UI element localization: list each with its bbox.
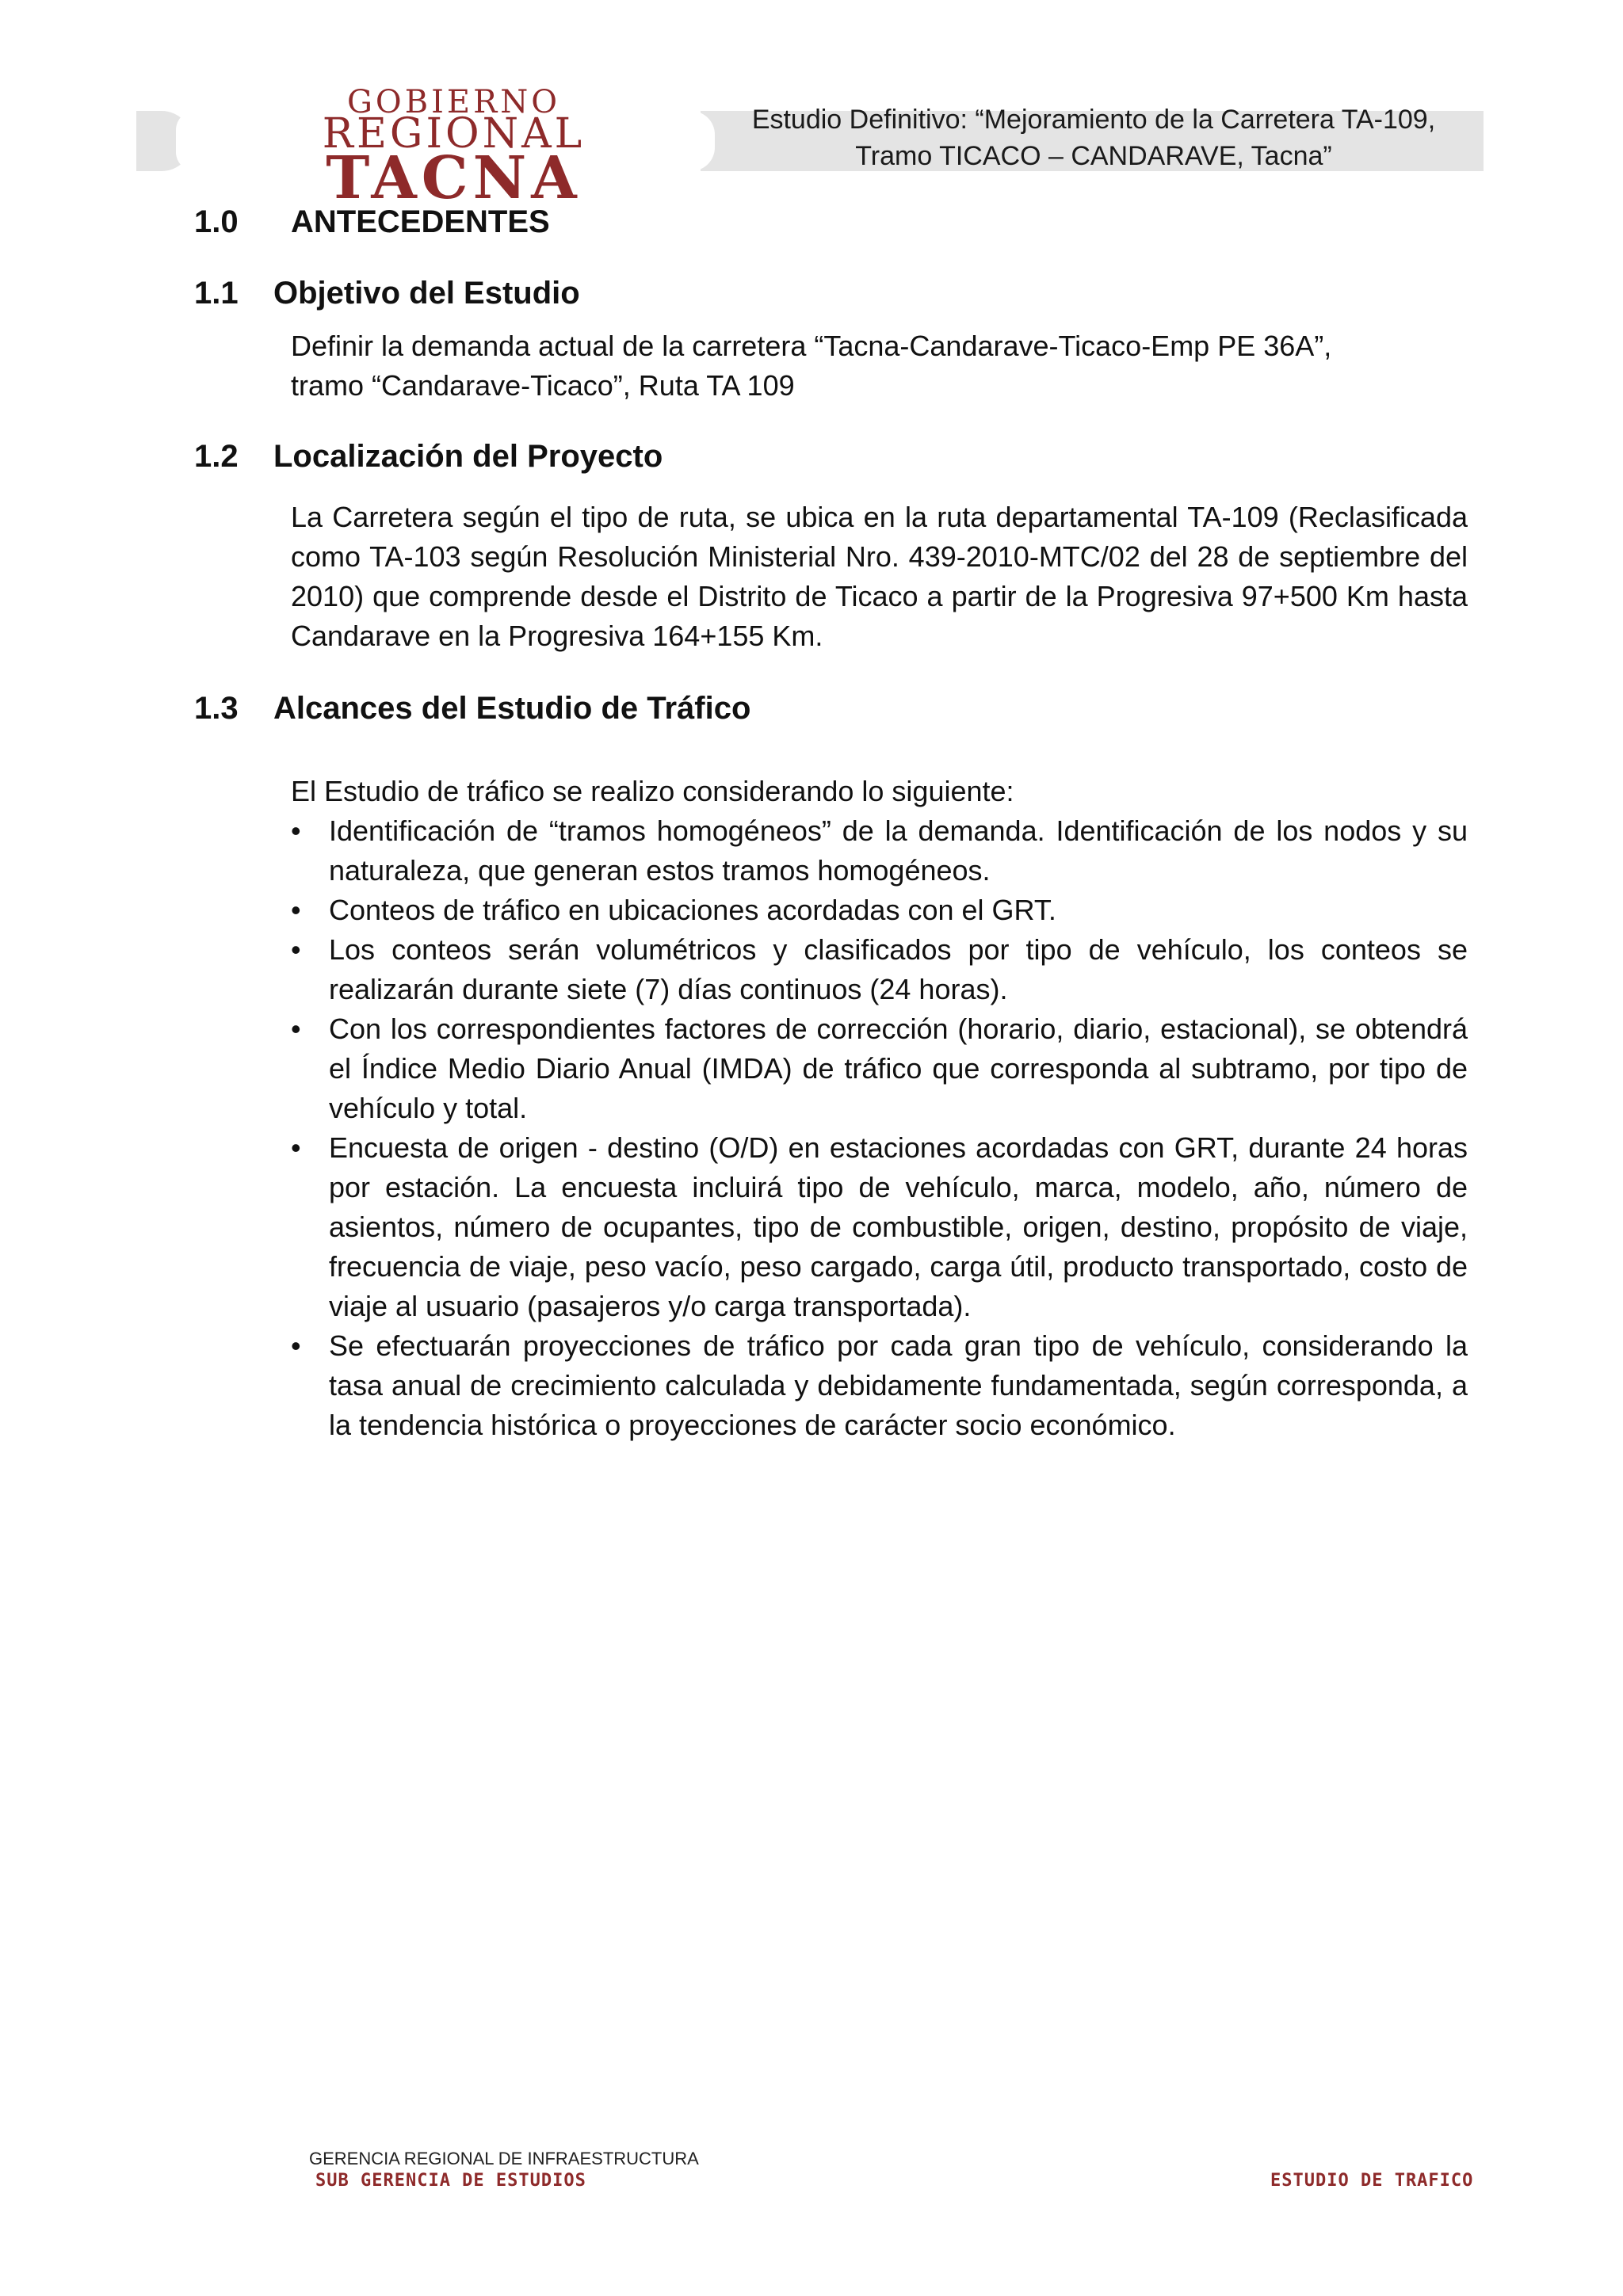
body-line: Definir la demanda actual de la carretera “Tacna-Candarave-Ticaco-Emp PE 36A”, xyxy=(291,330,1332,362)
section-number: 1.2 xyxy=(194,439,239,474)
section-title: Localización del Proyecto xyxy=(273,439,663,474)
list-item-text: Conteos de tráfico en ubicaciones acordadas con el GRT. xyxy=(329,894,1056,926)
section-heading-1-1 xyxy=(194,276,580,311)
list-item-text: Encuesta de origen - destino (O/D) en estaciones acordadas con GRT, durante 24 horas por estación. La encuesta incluirá tipo de vehículo, marca, modelo, año, número de asientos, número de ocupantes, tipo de combustible, origen, destino, propósito de viaje, frecuencia de viaje, peso vacío, peso cargado, carga útil, producto transportado, costo de viaje al usuario (pasajeros y/o carga transportada). xyxy=(329,1131,1468,1322)
logo-line-1: GOBIERNO xyxy=(346,84,561,120)
section-1-3-body xyxy=(291,772,1468,1445)
list-item-text: Se efectuarán proyecciones de tráfico por cada gran tipo de vehículo, considerando la tasa anual de crecimiento calculada y debidamente fundamentada, según corresponda, a la tendencia histórica o proyecciones de carácter socio económico. xyxy=(329,1329,1468,1441)
body-intro: El Estudio de tráfico se realizo considerando lo siguiente: xyxy=(291,775,1014,807)
list-item xyxy=(291,811,1468,891)
header-study-title xyxy=(705,101,1482,174)
footer-subdepartment: SUB GERENCIA DE ESTUDIOS xyxy=(315,2171,586,2191)
list-item-text: Con los correspondientes factores de corrección (horario, diario, estacional), se obtendrá el Índice Medio Diario Anual (IMDA) de tráfico que corresponda al subtramo, por tipo de vehículo y total. xyxy=(329,1013,1468,1124)
section-1-2-body xyxy=(291,498,1468,656)
header-title-line-1: Estudio Definitivo: “Mejoramiento de la Carretera TA-109, xyxy=(751,105,1436,135)
main-heading xyxy=(194,204,550,240)
list-item-text: Identificación de “tramos homogéneos” de la demanda. Identificación de los nodos y su naturaleza, que generan estos tramos homogéneos. xyxy=(329,814,1468,887)
body-line: tramo “Candarave-Ticaco”, Ruta TA 109 xyxy=(291,369,795,402)
list-item xyxy=(291,891,1468,930)
logo-line-3: TACNA xyxy=(326,144,582,212)
section-title: Alcances del Estudio de Tráfico xyxy=(273,691,751,726)
footer-document-type: ESTUDIO DE TRAFICO xyxy=(1270,2171,1474,2191)
list-item xyxy=(291,1128,1468,1326)
main-heading-number: 1.0 xyxy=(194,204,239,239)
body-paragraph: La Carretera según el tipo de ruta, se ubica en la ruta departamental TA-109 (Reclasificada como TA-103 según Resolución Ministerial Nro. 439-2010-MTC/02 del 28 de septiembre del 2010) que comprende desde el Distrito de Ticaco a partir de la Progresiva 97+500 Km hasta Candarave en la Progresiva 164+155 Km. xyxy=(291,501,1468,652)
logo-line-2: REGIONAL xyxy=(322,110,586,158)
section-heading-1-3 xyxy=(194,691,750,727)
list-item xyxy=(291,1009,1468,1128)
list-item xyxy=(291,1326,1468,1445)
main-heading-text: ANTECEDENTES xyxy=(291,204,550,239)
scope-bullet-list xyxy=(291,811,1468,1445)
header-band-left-notch xyxy=(176,111,195,171)
header-title-line-2: Tramo TICACO – CANDARAVE, Tacna” xyxy=(855,141,1332,171)
gobierno-regional-tacna-logo xyxy=(297,84,610,212)
section-heading-1-2 xyxy=(194,439,663,475)
section-1-1-body xyxy=(291,326,1468,406)
list-item-text: Los conteos serán volumétricos y clasificados por tipo de vehículo, los conteos se realizarán durante siete (7) días continuos (24 horas). xyxy=(329,933,1468,1005)
section-number: 1.1 xyxy=(194,276,239,311)
footer-department: GERENCIA REGIONAL DE INFRAESTRUCTURA xyxy=(309,2149,699,2168)
section-title: Objetivo del Estudio xyxy=(273,276,580,311)
list-item xyxy=(291,930,1468,1009)
page-header xyxy=(0,0,1623,212)
section-number: 1.3 xyxy=(194,691,239,726)
